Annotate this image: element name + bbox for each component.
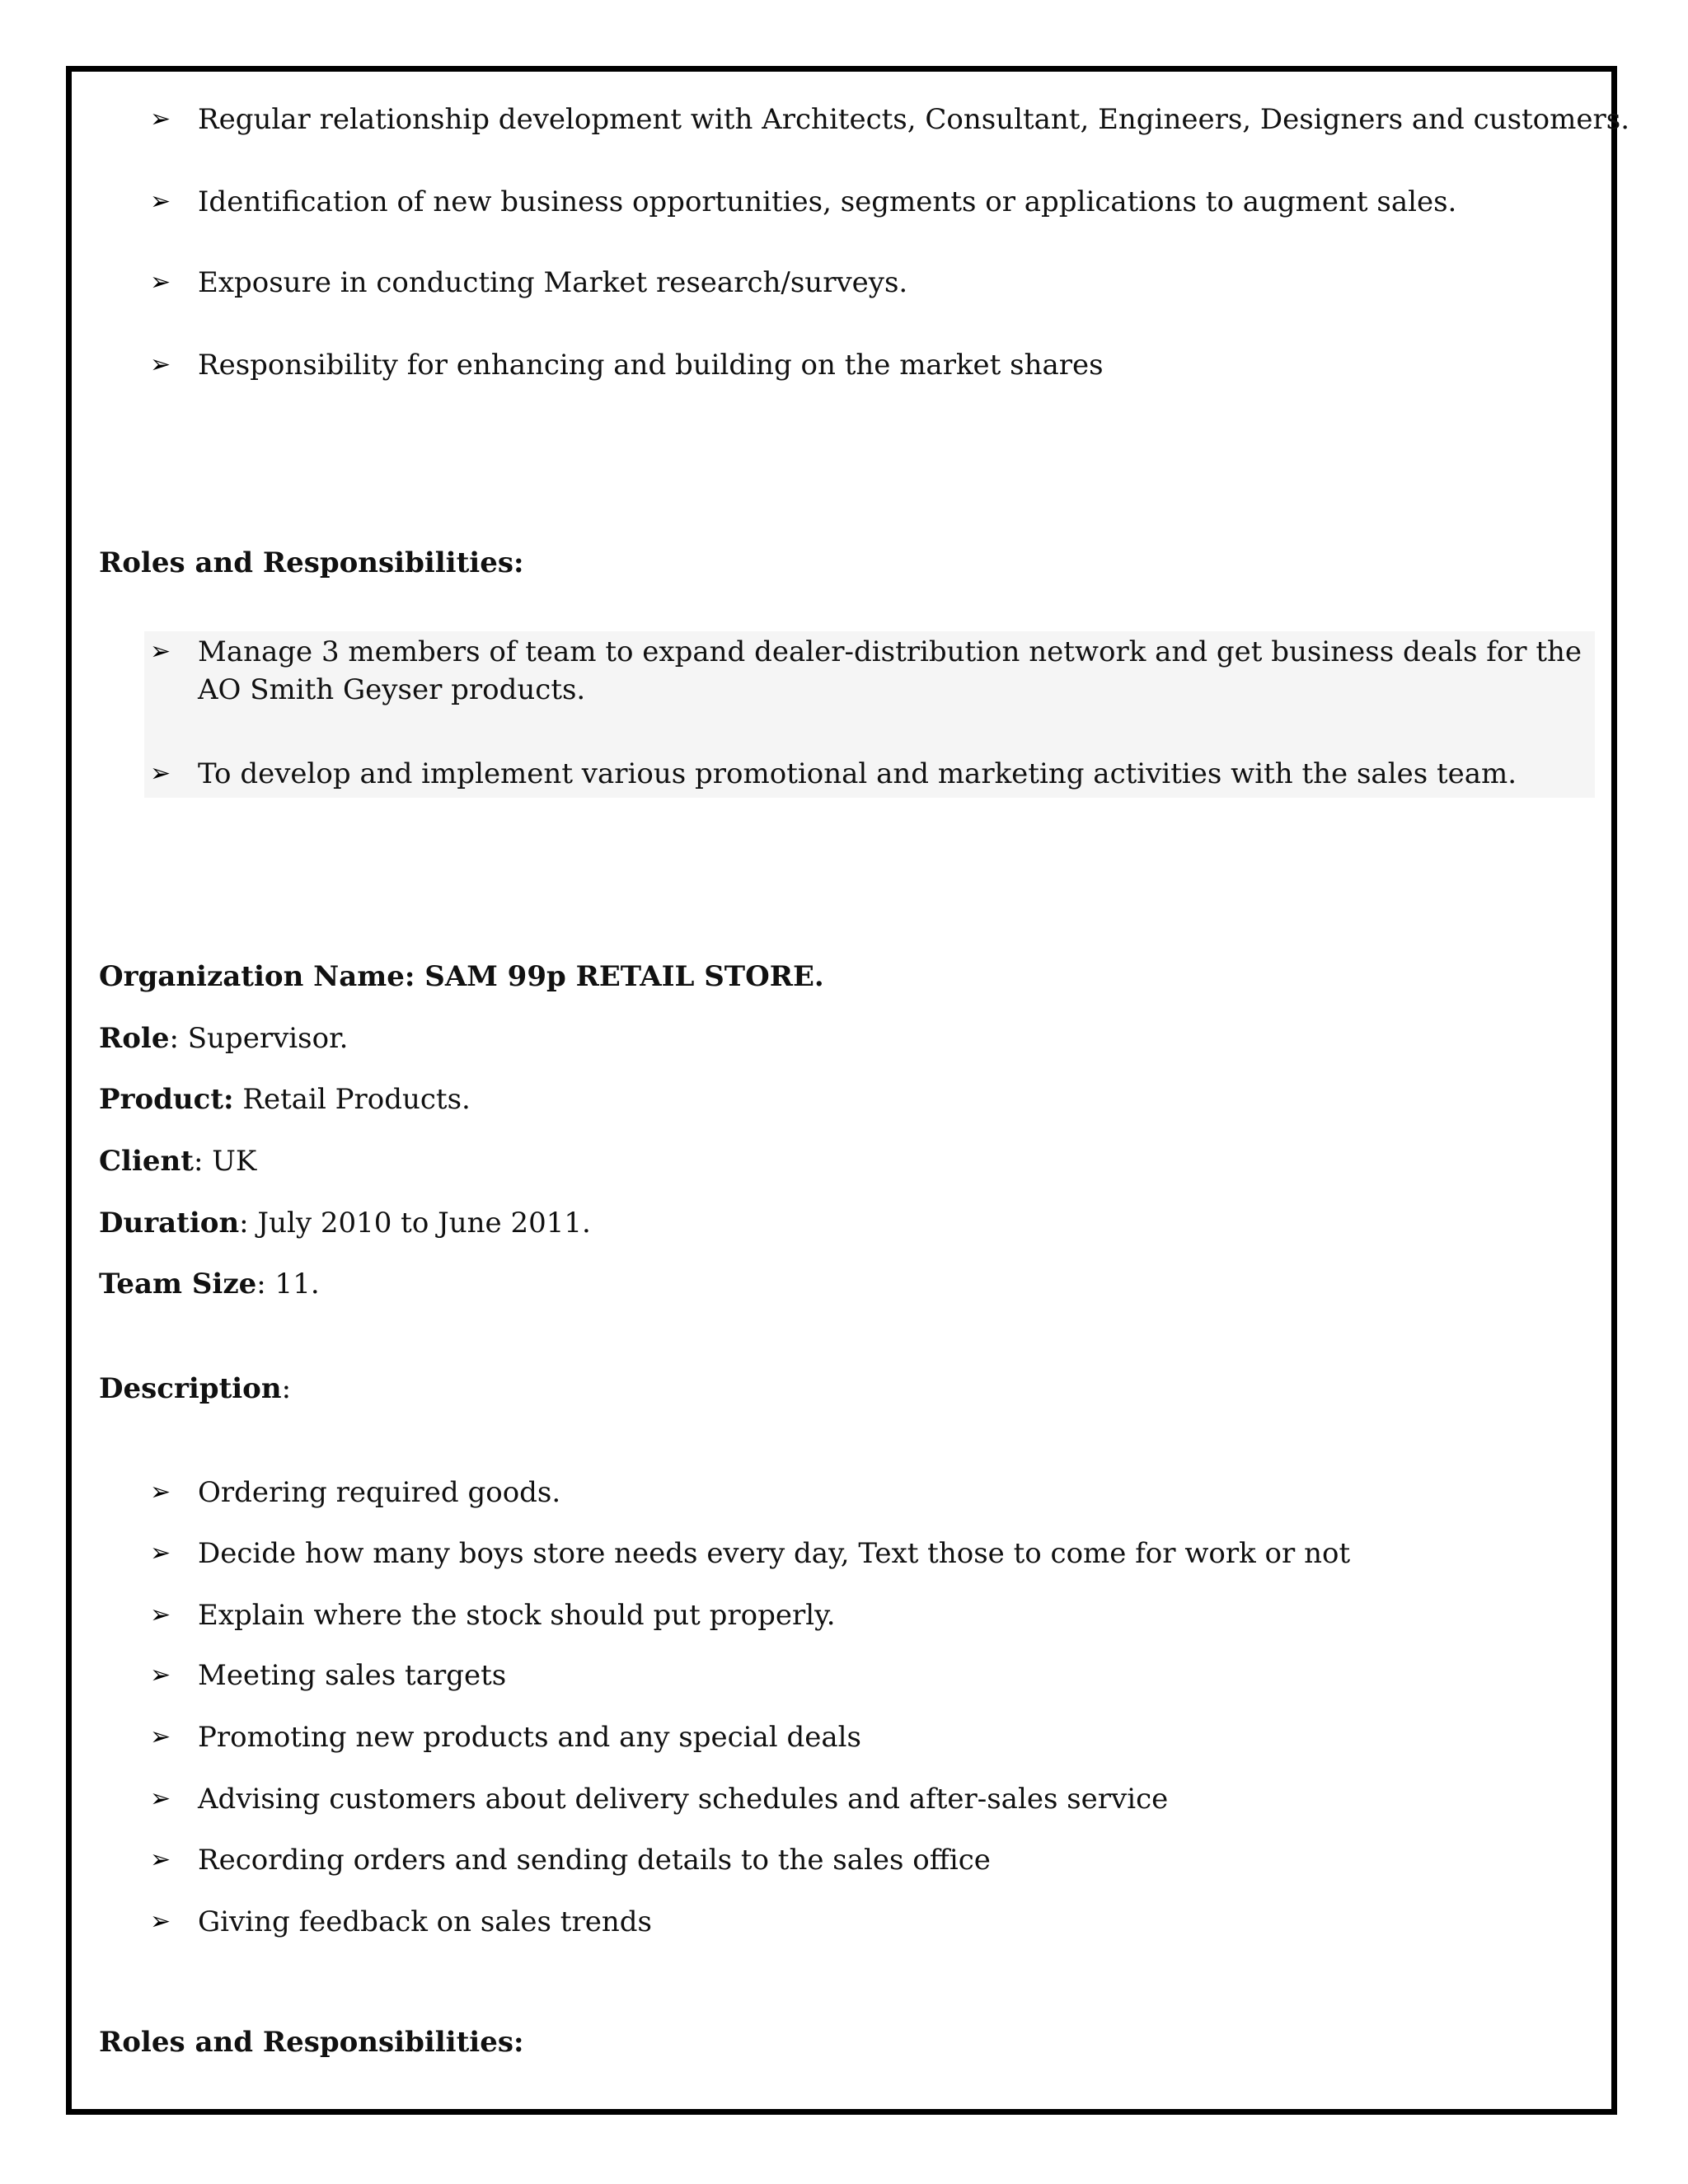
product-label: Product: xyxy=(99,1083,234,1116)
role-row xyxy=(99,1019,348,1057)
bullet-arrow-icon: ➢ xyxy=(150,1478,171,1507)
list-item: Meeting sales targets xyxy=(198,1659,507,1692)
bullet-arrow-icon: ➢ xyxy=(150,1601,171,1629)
list-item: Ordering required goods. xyxy=(198,1476,561,1509)
list-item: Regular relationship development with Architects, Consultant, Engineers, Designers and customers. xyxy=(198,103,1630,136)
role-label: Role xyxy=(99,1022,170,1055)
product-row xyxy=(99,1080,471,1118)
description-colon: : xyxy=(281,1372,292,1405)
section-heading-roles: Roles and Responsibilities: xyxy=(99,546,524,579)
bullet-arrow-icon: ➢ xyxy=(150,268,171,297)
list-item: Exposure in conducting Market research/surveys. xyxy=(198,266,908,299)
section-heading-roles: Roles and Responsibilities: xyxy=(99,2026,524,2059)
team-size-value: : 11. xyxy=(256,1268,320,1301)
bullet-arrow-icon: ➢ xyxy=(150,105,171,134)
role-value: : Supervisor. xyxy=(169,1022,349,1055)
org-name-value: SAM 99p RETAIL STORE. xyxy=(415,960,824,993)
bullet-arrow-icon: ➢ xyxy=(150,637,171,666)
bullet-arrow-icon: ➢ xyxy=(150,350,171,379)
org-name-label: Organization Name: xyxy=(99,960,415,993)
duration-label: Duration xyxy=(99,1207,240,1240)
bullet-arrow-icon: ➢ xyxy=(150,759,171,788)
bullet-arrow-icon: ➢ xyxy=(150,1784,171,1813)
list-item: Decide how many boys store needs every day, Text those to come for work or not xyxy=(198,1537,1351,1570)
list-item: Promoting new products and any special deals xyxy=(198,1721,861,1754)
list-item: Recording orders and sending details to the sales office xyxy=(198,1844,991,1877)
bullet-arrow-icon: ➢ xyxy=(150,1907,171,1936)
duration-row xyxy=(99,1204,591,1242)
list-item: Responsibility for enhancing and building on the market shares xyxy=(198,349,1104,382)
client-label: Client xyxy=(99,1145,194,1178)
bullet-arrow-icon: ➢ xyxy=(150,187,171,216)
team-size-row xyxy=(99,1265,320,1303)
org-name-row xyxy=(99,958,824,996)
list-item: Advising customers about delivery schedules and after-sales service xyxy=(198,1783,1169,1816)
description-heading xyxy=(99,1370,291,1408)
description-label: Description xyxy=(99,1372,282,1405)
list-item: Giving feedback on sales trends xyxy=(198,1905,652,1938)
list-item: Identification of new business opportunities, segments or applications to augment sales. xyxy=(198,185,1457,218)
team-size-label: Team Size xyxy=(99,1268,257,1301)
list-item: Manage 3 members of team to expand dealer-distribution network and get business deals for the AO Smith Geyser products. xyxy=(198,635,1582,706)
client-value: : UK xyxy=(193,1145,257,1178)
bullet-arrow-icon: ➢ xyxy=(150,1539,171,1568)
bullet-arrow-icon: ➢ xyxy=(150,1661,171,1690)
list-item: To develop and implement various promotional and marketing activities with the sales team. xyxy=(198,757,1517,790)
bullet-arrow-icon: ➢ xyxy=(150,1845,171,1874)
client-row xyxy=(99,1142,256,1180)
duration-value: : July 2010 to June 2011. xyxy=(239,1207,591,1240)
product-value: Retail Products. xyxy=(233,1083,471,1116)
list-item: Explain where the stock should put properly. xyxy=(198,1599,836,1632)
bullet-arrow-icon: ➢ xyxy=(150,1722,171,1751)
